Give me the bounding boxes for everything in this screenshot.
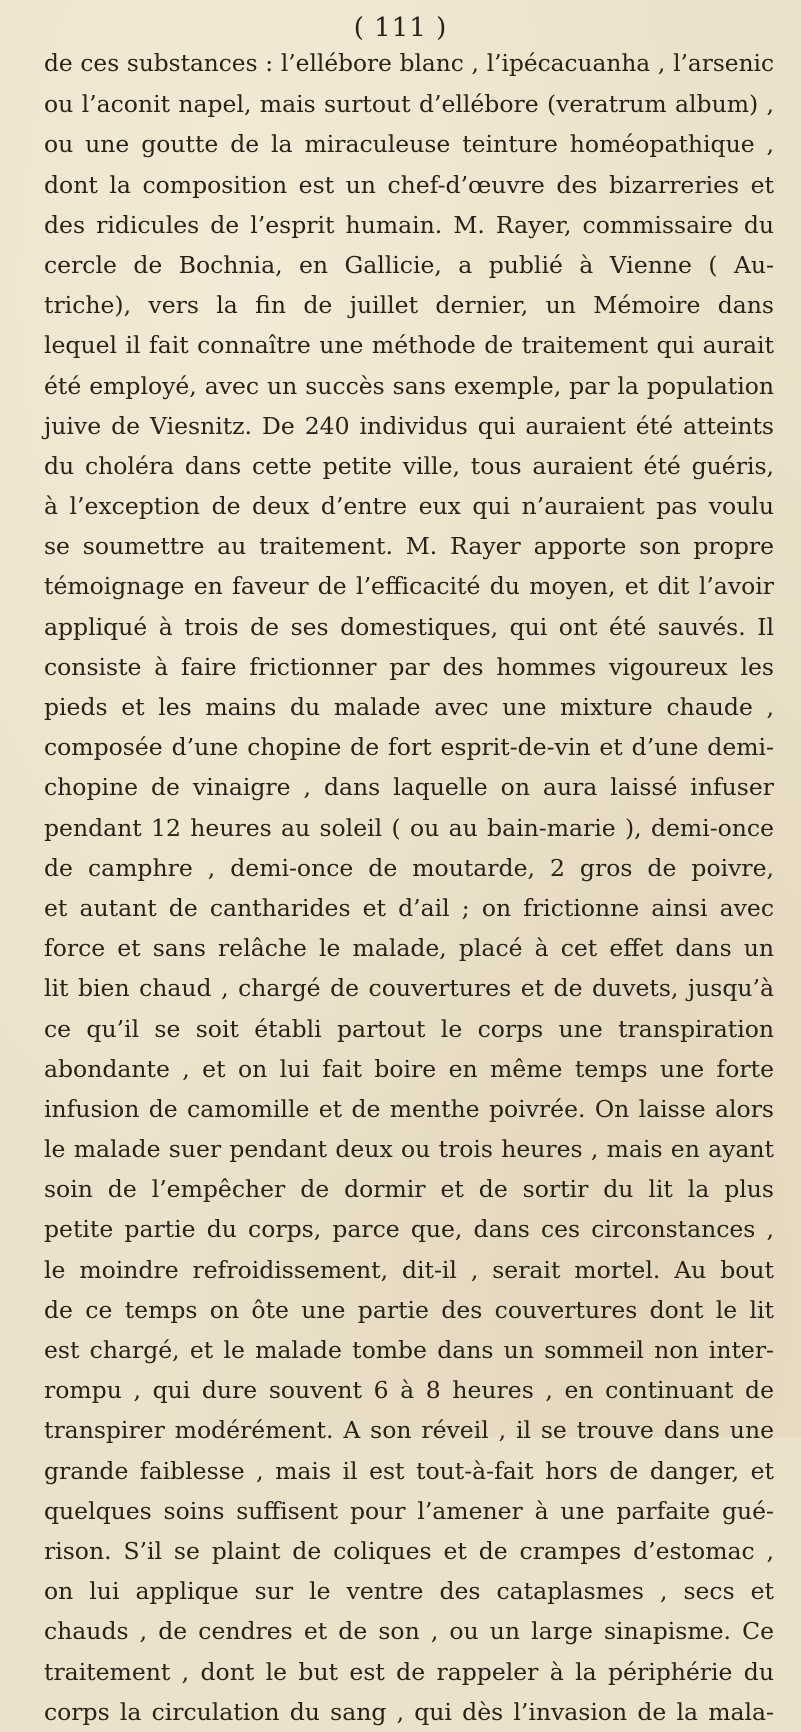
text-line: pieds et les mains du malade avec une mixture chaude ,	[44, 693, 774, 721]
text-line: juive de Viesnitz. De 240 individus qui auraient été atteints	[44, 411, 774, 440]
text-line: grande faiblesse , mais il est tout-à-fait hors de danger, et	[44, 1456, 774, 1485]
text-line: chauds , de cendres et de son , ou un large sinapisme. Ce	[44, 1617, 774, 1646]
text-line: témoignage en faveur de l’efficacité du moyen, et dit l’avoir	[44, 572, 774, 601]
text-line: triche), vers la fin de juillet dernier, un Mémoire dans	[44, 291, 774, 320]
text-line: force et sans relâche le malade, placé à cet effet dans un	[44, 934, 774, 963]
text-line: rison. S’il se plaint de coliques et de crampes d’estomac ,	[44, 1536, 774, 1565]
text-line: est chargé, et le malade tombe dans un sommeil non inter-	[44, 1336, 774, 1364]
text-line: de camphre , demi-once de moutarde, 2 gros de poivre,	[44, 853, 774, 882]
text-line: ou l’aconit napel, mais surtout d’ellébore (veratrum album) ,	[44, 90, 774, 119]
text-line: été employé, avec un succès sans exemple, par la population	[44, 371, 774, 400]
text-line: chopine de vinaigre , dans laquelle on aura laissé infuser	[44, 773, 774, 802]
text-line: on lui applique sur le ventre des cataplasmes , secs et	[44, 1577, 774, 1606]
text-line: soin de l’empêcher de dormir et de sortir du lit la plus	[44, 1175, 774, 1204]
text-line: des ridicules de l’esprit humain. M. Rayer, commissaire du	[44, 210, 774, 239]
text-line: le moindre refroidissement, dit-il , serait mortel. Au bout	[44, 1255, 774, 1284]
text-line: cercle de Bochnia, en Gallicie, a publié à Vienne ( Au-	[44, 250, 774, 279]
text-line: consiste à faire frictionner par des hommes vigoureux les	[44, 652, 774, 681]
text-line: abondante , et on lui fait boire en même temps une forte	[44, 1054, 774, 1083]
text-line: appliqué à trois de ses domestiques, qui ont été sauvés. Il	[44, 612, 774, 641]
text-line: du choléra dans cette petite ville, tous auraient été guéris,	[44, 451, 774, 480]
text-line: corps la circulation du sang , qui dès l’invasion de la mala-	[44, 1697, 774, 1726]
text-line: et autant de cantharides et d’ail ; on frictionne ainsi avec	[44, 893, 774, 922]
text-line: lequel il fait connaître une méthode de traitement qui aurait	[44, 331, 774, 360]
text-line: ou une goutte de la miraculeuse teinture homéopathique ,	[44, 130, 774, 159]
body-text	[44, 44, 774, 1732]
text-line: se soumettre au traitement. M. Rayer apporte son propre	[44, 532, 774, 561]
text-line: quelques soins suffisent pour l’amener à une parfaite gué-	[44, 1496, 774, 1525]
text-line: rompu , qui dure souvent 6 à 8 heures , en continuant de	[44, 1376, 774, 1405]
text-line: à l’exception de deux d’entre eux qui n’auraient pas voulu	[44, 492, 774, 521]
text-line: ce qu’il se soit établi partout le corps une transpiration	[44, 1014, 774, 1043]
text-line: transpirer modérément. A son réveil , il se trouve dans une	[44, 1416, 774, 1445]
text-line: pendant 12 heures au soleil ( ou au bain-marie ), demi-once	[44, 813, 774, 842]
text-line: dont la composition est un chef-d’œuvre des bizarreries et	[44, 170, 774, 199]
text-line: lit bien chaud , chargé de couvertures et de duvets, jusqu’à	[44, 974, 774, 1003]
text-line: le malade suer pendant deux ou trois heures , mais en ayant	[44, 1135, 774, 1164]
text-line: infusion de camomille et de menthe poivrée. On laisse alors	[44, 1094, 774, 1123]
text-line: petite partie du corps, parce que, dans ces circonstances ,	[44, 1215, 774, 1244]
text-line: composée d’une chopine de fort esprit-de-vin et d’une demi-	[44, 733, 774, 762]
page-number: ( 111 )	[353, 13, 448, 43]
text-line: traitement , dont le but est de rappeler à la périphérie du	[44, 1657, 774, 1686]
text-line: de ces substances : l’ellébore blanc , l’ipécacuanha , l’arsenic	[44, 50, 774, 77]
text-line: de ce temps on ôte une partie des couvertures dont le lit	[44, 1295, 774, 1324]
